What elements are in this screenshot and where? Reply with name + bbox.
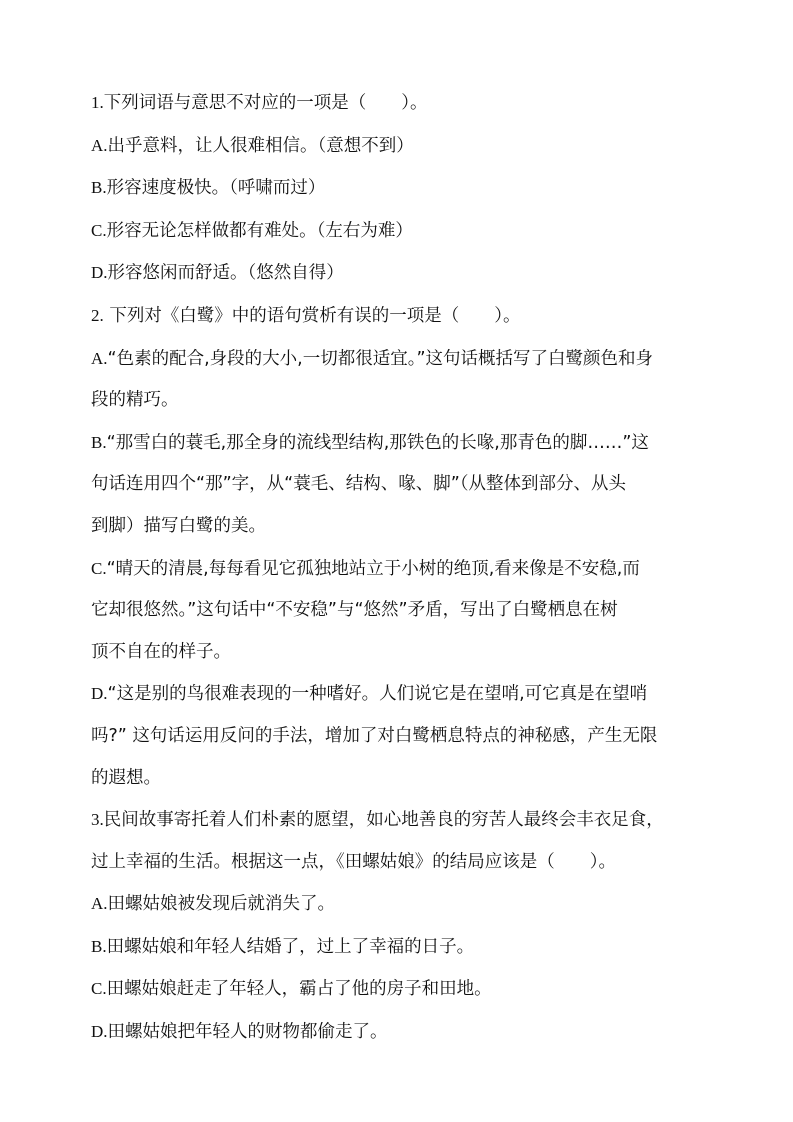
option-text: 形容无论怎样做都有难处。（左右为难）: [106, 220, 413, 241]
option-line: 吗?” 这句话运用反问的手法，增加了对白鹭栖息特点的神秘感，产生无限: [91, 725, 658, 746]
option-label: B.: [91, 936, 107, 956]
option-line: [91, 673, 706, 716]
option-line: 句话连用四个“那”字，从“蓑毛、结构、喙、脚”（从整体到部分、从头: [91, 474, 627, 495]
worksheet-page: [91, 82, 706, 1054]
question-text: 民间故事寄托着人们朴素的愿望，如心地善良的穷苦人最终会丰衣足食，: [103, 810, 664, 831]
option-label: A.: [91, 135, 108, 155]
option-line: 到脚）描写白鹭的美。: [91, 515, 266, 536]
option-text: 出乎意料，让人很难相信。（意想不到）: [107, 135, 414, 156]
option-label: D.: [91, 684, 108, 704]
question-1-option-a: [91, 125, 706, 168]
option-line: 的遐想。: [91, 767, 161, 788]
option-label: B.: [91, 432, 107, 452]
option-text: 形容悠闲而舒适。（悠然自得）: [107, 263, 344, 284]
question-2-option-a: [91, 338, 706, 422]
option-line: [91, 548, 706, 591]
option-line: 它却很悠然。”这句话中“不安稳”与“悠然”矛盾，写出了白鹭栖息在树: [91, 600, 618, 621]
question-2-option-b: [91, 422, 706, 548]
option-text: 田螺姑娘被发现后就消失了。: [107, 894, 336, 915]
question-1: [91, 82, 706, 295]
question-text: 下列对《白鹭》中的语句赏析有误的一项是（ ）。: [103, 305, 521, 326]
option-text: “那雪白的蓑毛,那全身的流线型结构,那铁色的长喙,那青色的脚……”这: [106, 432, 649, 453]
question-3-option-c: [91, 968, 706, 1011]
option-text: 田螺姑娘和年轻人结婚了，过上了幸福的日子。: [106, 936, 475, 957]
question-1-option-c: [91, 210, 706, 253]
question-3-stem-line-2: 过上幸福的生活。根据这一点，《田螺姑娘》的结局应该是（ ）。: [91, 851, 616, 872]
question-3-option-a: [91, 883, 706, 926]
question-1-option-d: [91, 252, 706, 295]
option-line: 段的精巧。: [91, 390, 179, 411]
option-text: “色素的配合,身段的大小,一切都很适宜。”这句话概括写了白鹭颜色和身: [107, 348, 654, 369]
option-text: 田螺姑娘赶走了年轻人，霸占了他的房子和田地。: [106, 979, 492, 1000]
option-line: 顶不自在的样子。: [91, 641, 231, 662]
question-3-option-d: [91, 1011, 706, 1054]
question-text: 下列词语与意思不对应的一项是（ ）。: [103, 93, 428, 113]
option-text: “这是别的鸟很难表现的一种嗜好。人们说它是在望哨,可它真是在望哨: [107, 684, 648, 705]
question-1-option-b: [91, 167, 706, 210]
option-label: C.: [91, 979, 107, 999]
option-label: C.: [91, 558, 107, 578]
option-label: A.: [91, 348, 108, 368]
question-1-stem: [91, 82, 706, 125]
option-label: D.: [91, 1022, 108, 1042]
option-line: [91, 422, 706, 465]
question-number: 1.: [91, 93, 104, 112]
question-2: [91, 295, 706, 799]
option-label: A.: [91, 894, 108, 914]
option-label: C.: [91, 220, 107, 240]
option-text: 田螺姑娘把年轻人的财物都偷走了。: [107, 1022, 388, 1043]
question-number: 2.: [91, 305, 104, 325]
option-label: B.: [91, 178, 107, 198]
question-3-option-b: [91, 926, 706, 969]
question-2-stem: [91, 295, 706, 338]
option-line: [91, 338, 706, 381]
question-2-option-d: [91, 673, 706, 799]
question-3: [91, 799, 706, 1054]
question-number: 3.: [91, 810, 104, 830]
question-2-option-c: [91, 548, 706, 674]
question-3-stem-line-1: [91, 799, 706, 842]
option-text: “晴天的清晨,每每看见它孤独地站立于小树的绝顶,看来像是不安稳,而: [106, 558, 640, 579]
option-text: 形容速度极快。（呼啸而过）: [106, 178, 326, 199]
option-label: D.: [91, 263, 108, 283]
